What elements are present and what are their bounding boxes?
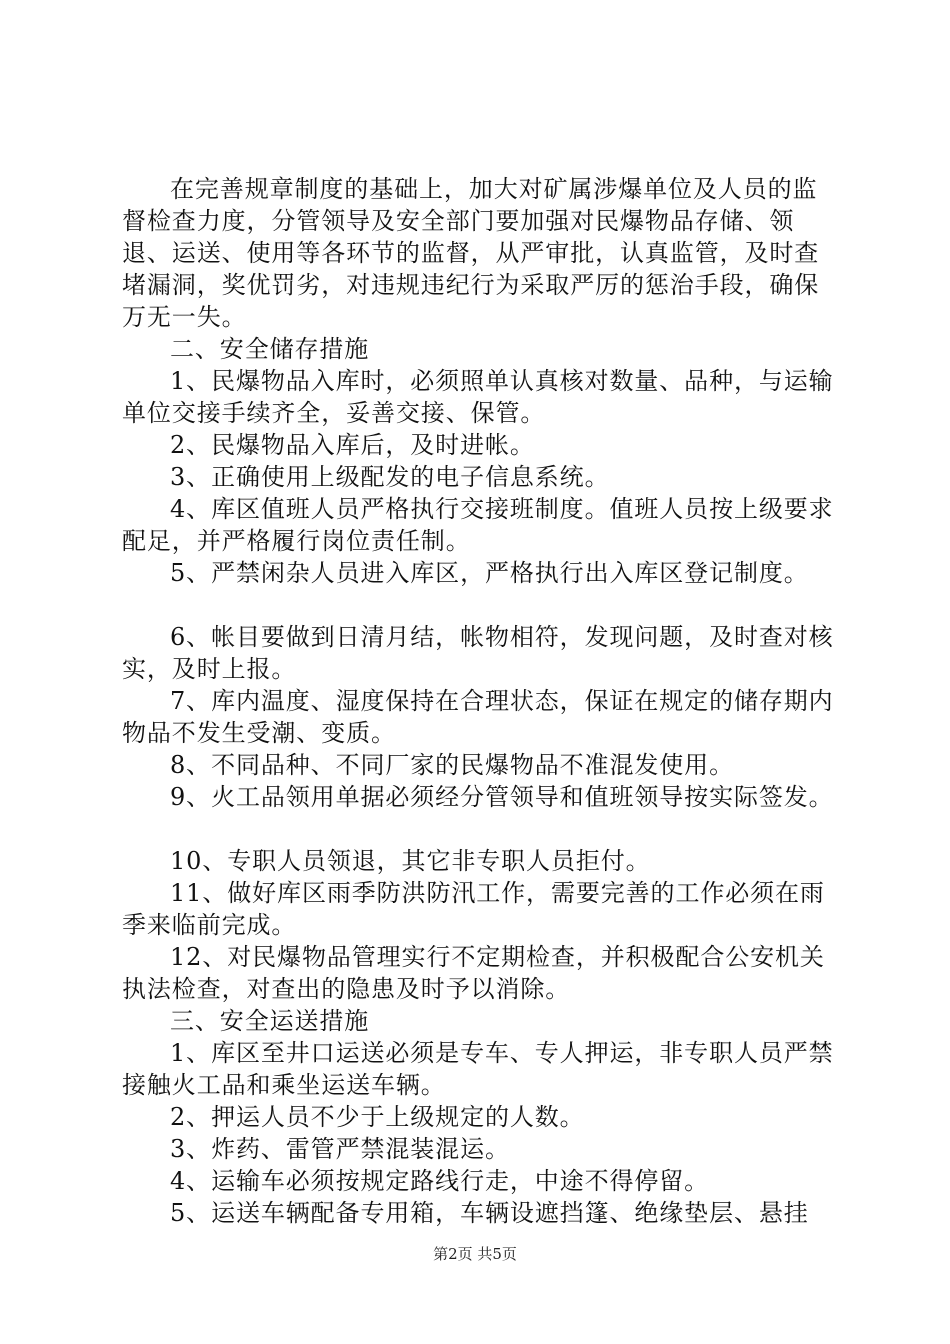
paragraph: 3、炸药、雷管严禁混装混运。 <box>170 1135 510 1163</box>
paragraph: 2、民爆物品入库后，及时进帐。 <box>170 431 535 459</box>
paragraph: 4、库区值班人员严格执行交接班制度。值班人员按上级要求配足，并严格履行岗位责任制。 <box>122 495 834 555</box>
paragraph: 9、火工品领用单据必须经分管领导和值班领导按实际签发。 <box>170 783 834 811</box>
paragraph: 3、正确使用上级配发的电子信息系统。 <box>170 463 610 491</box>
document-body <box>122 173 842 1229</box>
paragraph: 在完善规章制度的基础上，加大对矿属涉爆单位及人员的监督检查力度，分管领导及安全部门要加强对民爆物品存储、领退、运送、使用等各环节的监督，从严审批，认真监管，及时查堵漏洞，奖优罚劣，对违规违纪行为采取严厉的惩治手段，确保万无一失。 <box>122 175 820 331</box>
paragraph: 12、对民爆物品管理实行不定期检查，并积极配合公安机关执法检查，对查出的隐患及时予以消除。 <box>122 943 825 1003</box>
paragraph: 1、库区至井口运送必须是专车、专人押运，非专职人员严禁接触火工品和乘坐运送车辆。 <box>122 1039 834 1099</box>
paragraph: 11、做好库区雨季防洪防汛工作，需要完善的工作必须在雨季来临前完成。 <box>122 879 825 939</box>
paragraph: 5、严禁闲杂人员进入库区，严格执行出入库区登记制度。 <box>170 559 809 587</box>
section-heading: 三、安全运送措施 <box>170 1007 370 1035</box>
paragraph: 6、帐目要做到日清月结，帐物相符，发现问题，及时查对核实，及时上报。 <box>122 623 834 683</box>
paragraph: 7、库内温度、湿度保持在合理状态，保证在规定的储存期内物品不发生受潮、变质。 <box>122 687 834 747</box>
page-footer: 第2页 共5页 <box>433 1245 517 1263</box>
paragraph: 8、不同品种、不同厂家的民爆物品不准混发使用。 <box>170 751 734 779</box>
paragraph: 10、专职人员领退，其它非专职人员拒付。 <box>170 847 651 875</box>
section-heading: 二、安全储存措施 <box>170 335 370 363</box>
paragraph: 4、运输车必须按规定路线行走，中途不得停留。 <box>170 1167 710 1195</box>
paragraph: 5、运送车辆配备专用箱，车辆设遮挡篷、绝缘垫层、悬挂 <box>170 1199 809 1227</box>
paragraph: 1、民爆物品入库时，必须照单认真核对数量、品种，与运输单位交接手续齐全，妥善交接、保管。 <box>122 367 834 427</box>
blank-line <box>122 589 842 621</box>
paragraph: 2、押运人员不少于上级规定的人数。 <box>170 1103 585 1131</box>
blank-line <box>122 813 842 845</box>
